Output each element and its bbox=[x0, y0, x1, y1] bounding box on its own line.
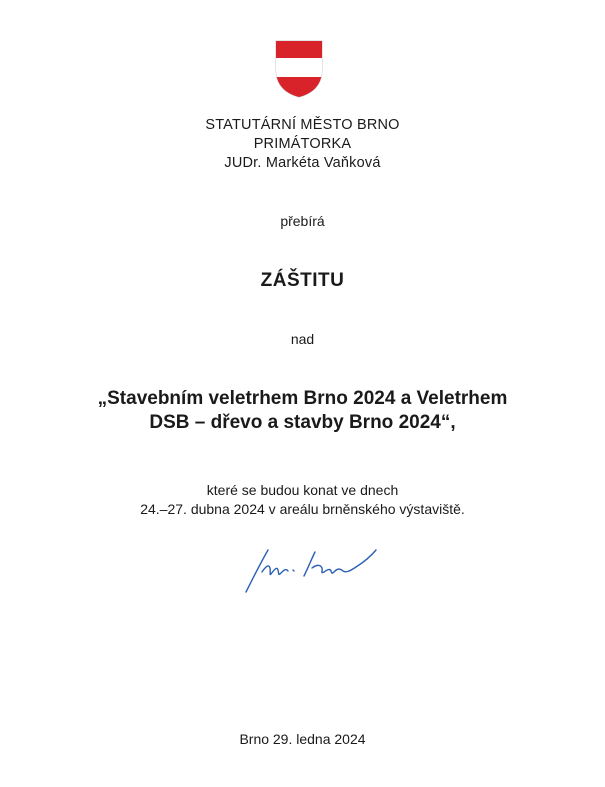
event-name bbox=[0, 387, 605, 435]
brno-coat-of-arms-icon bbox=[275, 40, 323, 98]
signature-icon bbox=[240, 538, 380, 594]
event-details-line-2: 24.–27. dubna 2024 v areálu brněnského výstaviště. bbox=[140, 501, 465, 517]
issuer-city: STATUTÁRNÍ MĚSTO BRNO bbox=[205, 117, 400, 133]
event-details-line-1: které se budou konat ve dnech bbox=[206, 482, 399, 498]
preposition-text: nad bbox=[290, 331, 315, 347]
issuer-name: JUDr. Markéta Vaňková bbox=[224, 155, 381, 171]
document-title: ZÁŠTITU bbox=[260, 270, 345, 291]
event-name-line-1: „Stavebním veletrhem Brno 2024 a Veletrhem bbox=[97, 388, 508, 409]
issuer-role: PRIMÁTORKA bbox=[253, 136, 352, 152]
verb-text: přebírá bbox=[280, 213, 325, 229]
place-and-date: Brno 29. ledna 2024 bbox=[239, 731, 366, 747]
event-details bbox=[0, 481, 605, 519]
issuer-block bbox=[0, 116, 605, 173]
event-name-line-2: DSB – dřevo a stavby Brno 2024“, bbox=[149, 412, 456, 433]
